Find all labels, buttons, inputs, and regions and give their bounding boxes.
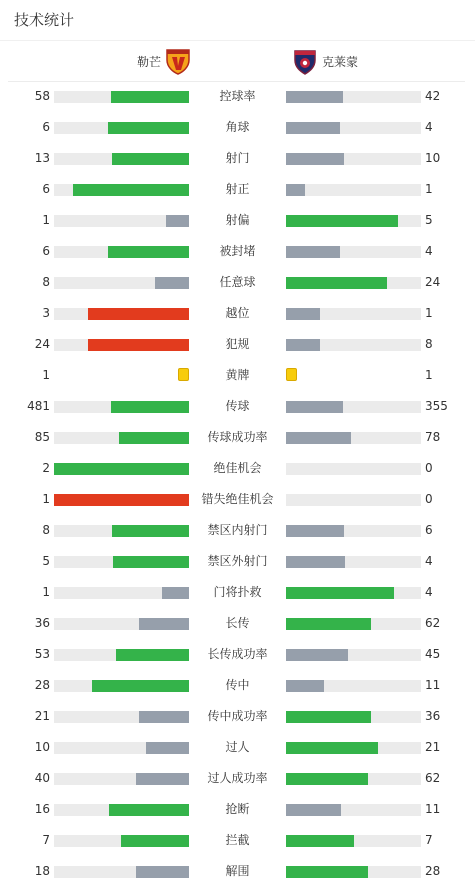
stat-row <box>0 825 475 856</box>
stat-row <box>0 174 475 205</box>
home-stat-bar-track <box>54 122 189 134</box>
away-stat-bar-track <box>286 804 421 816</box>
away-stat-bar-track <box>286 184 421 196</box>
away-stat-bar-track <box>286 649 421 661</box>
away-stat-bar-track <box>286 277 421 289</box>
divider <box>0 40 475 41</box>
stat-label: 射正 <box>225 182 250 196</box>
away-stat-bar-track <box>286 711 421 723</box>
away-stat-bar-fill <box>286 649 348 661</box>
stat-label: 越位 <box>225 306 250 320</box>
home-stat-bar-fill <box>109 804 189 816</box>
away-stat-bar-track <box>286 308 421 320</box>
home-stat-value: 24 <box>34 337 50 351</box>
home-stat-value: 481 <box>27 399 50 413</box>
home-stat-bar-track <box>54 680 189 692</box>
away-stat-value: 10 <box>425 151 441 165</box>
home-stat-value: 13 <box>34 151 50 165</box>
home-stat-bar-track <box>54 494 189 506</box>
away-stat-bar-fill <box>286 556 345 568</box>
stat-label: 任意球 <box>219 275 256 289</box>
away-stat-bar-fill <box>286 804 341 816</box>
home-stat-bar-fill <box>112 153 189 165</box>
away-stat-bar-fill <box>286 122 340 134</box>
away-stat-bar-track <box>286 339 421 351</box>
home-stat-value: 28 <box>34 678 50 692</box>
home-stat-value: 3 <box>42 306 50 320</box>
stat-row <box>0 546 475 577</box>
home-stat-value: 1 <box>42 213 50 227</box>
away-stat-value: 45 <box>425 647 441 661</box>
home-stat-value: 6 <box>42 182 50 196</box>
home-stat-bar-track <box>54 91 189 103</box>
stat-label: 长传成功率 <box>207 647 268 661</box>
le-mans-crest-icon <box>165 47 191 75</box>
stat-row <box>0 639 475 670</box>
away-stat-value: 24 <box>425 275 441 289</box>
stat-row <box>0 236 475 267</box>
stat-label: 过人成功率 <box>207 771 268 785</box>
home-stat-value: 2 <box>42 461 50 475</box>
home-team <box>137 45 191 77</box>
home-stat-bar-fill <box>88 308 189 320</box>
stat-row <box>0 732 475 763</box>
home-stat-bar-track <box>54 742 189 754</box>
home-stat-bar-track <box>54 525 189 537</box>
away-stat-value: 7 <box>425 833 433 847</box>
away-stat-bar-track <box>286 463 421 475</box>
stat-label: 禁区内射门 <box>207 523 268 537</box>
home-stat-bar-fill <box>108 122 189 134</box>
section-title: 技术统计 <box>14 11 75 29</box>
home-stat-bar-fill <box>108 246 189 258</box>
away-stat-value: 42 <box>425 89 441 103</box>
home-stat-bar-fill <box>54 463 189 475</box>
home-stat-value: 8 <box>42 523 50 537</box>
away-stat-value: 62 <box>425 771 441 785</box>
home-stat-value: 10 <box>34 740 50 754</box>
stat-row <box>0 360 475 391</box>
stat-label: 传球 <box>225 399 250 413</box>
home-stat-value: 5 <box>42 554 50 568</box>
away-team-name: 克莱蒙 <box>322 54 359 69</box>
away-stat-bar-fill <box>286 618 371 630</box>
stat-label: 被封堵 <box>219 244 256 258</box>
home-stat-bar-fill <box>116 649 189 661</box>
away-stat-bar-fill <box>286 184 305 196</box>
away-stat-bar-fill <box>286 153 344 165</box>
home-stat-value: 1 <box>42 492 50 506</box>
home-stat-bar-fill <box>113 556 189 568</box>
home-stat-bar-fill <box>54 494 189 506</box>
home-stat-bar-track <box>54 804 189 816</box>
away-stat-value: 0 <box>425 461 433 475</box>
home-stat-bar-track <box>54 401 189 413</box>
away-stat-value: 62 <box>425 616 441 630</box>
away-stat-bar-fill <box>286 680 324 692</box>
stat-row <box>0 112 475 143</box>
home-stat-bar-track <box>54 463 189 475</box>
away-stat-value: 1 <box>425 368 433 382</box>
away-stat-value: 36 <box>425 709 441 723</box>
away-stat-bar-track <box>286 680 421 692</box>
home-stat-bar-track <box>54 308 189 320</box>
stat-label: 绝佳机会 <box>213 461 262 475</box>
home-stat-bar-fill <box>162 587 189 599</box>
home-stat-bar-fill <box>136 866 189 878</box>
away-stat-bar-track <box>286 432 421 444</box>
away-stat-bar-fill <box>286 277 387 289</box>
home-stat-bar-track <box>54 835 189 847</box>
home-stat-bar-fill <box>155 277 189 289</box>
away-stat-bar-fill <box>286 339 320 351</box>
away-stat-bar-fill <box>286 711 371 723</box>
home-stat-value: 18 <box>34 864 50 878</box>
stat-row <box>0 329 475 360</box>
away-stat-value: 4 <box>425 244 433 258</box>
home-stat-bar-track <box>54 618 189 630</box>
away-stat-bar-fill <box>286 215 398 227</box>
stat-row <box>0 484 475 515</box>
away-team <box>292 45 358 77</box>
stats-list <box>0 81 475 887</box>
home-stat-bar-fill <box>139 618 189 630</box>
away-stat-bar-track <box>286 153 421 165</box>
stat-label: 犯规 <box>225 337 250 351</box>
home-stat-value: 1 <box>42 368 50 382</box>
away-stat-bar-fill <box>286 401 343 413</box>
stat-label: 黄牌 <box>225 368 250 382</box>
away-yellow-card-icon <box>286 368 297 381</box>
home-stat-value: 7 <box>42 833 50 847</box>
away-stat-bar-track <box>286 91 421 103</box>
home-stat-bar-fill <box>73 184 189 196</box>
stat-label: 射门 <box>225 151 250 165</box>
away-stat-bar-track <box>286 835 421 847</box>
away-stat-value: 355 <box>425 399 448 413</box>
home-stat-value: 53 <box>34 647 50 661</box>
away-stat-bar-track <box>286 773 421 785</box>
away-stat-bar-fill <box>286 587 394 599</box>
away-stat-value: 1 <box>425 306 433 320</box>
stat-label: 门将扑救 <box>213 585 262 599</box>
home-stat-bar-track <box>54 711 189 723</box>
stat-label: 传中 <box>225 678 250 692</box>
stat-row <box>0 81 475 112</box>
home-stat-bar-track <box>54 153 189 165</box>
away-stat-bar-track <box>286 494 421 506</box>
away-stat-value: 1 <box>425 182 433 196</box>
home-stat-value: 36 <box>34 616 50 630</box>
home-stat-bar-track <box>54 587 189 599</box>
home-stat-value: 1 <box>42 585 50 599</box>
away-stat-value: 11 <box>425 802 441 816</box>
away-stat-bar-fill <box>286 308 320 320</box>
away-stat-bar-fill <box>286 432 351 444</box>
home-stat-bar-fill <box>146 742 189 754</box>
away-stat-bar-track <box>286 215 421 227</box>
stat-label: 抢断 <box>225 802 250 816</box>
away-stat-bar-track <box>286 866 421 878</box>
away-stat-bar-track <box>286 122 421 134</box>
stat-row <box>0 515 475 546</box>
away-stat-bar-track <box>286 742 421 754</box>
home-stat-bar-fill <box>88 339 189 351</box>
home-stat-bar-fill <box>111 91 189 103</box>
home-stat-bar-fill <box>139 711 189 723</box>
stat-label: 传球成功率 <box>207 430 268 444</box>
home-stat-value: 16 <box>34 802 50 816</box>
stat-label: 射偏 <box>225 213 250 227</box>
home-stat-bar-fill <box>136 773 189 785</box>
home-stat-bar-fill <box>166 215 189 227</box>
home-stat-bar-fill <box>121 835 189 847</box>
stat-row <box>0 608 475 639</box>
stat-row <box>0 267 475 298</box>
home-stat-bar-fill <box>112 525 189 537</box>
home-yellow-card-icon <box>178 368 189 381</box>
home-stat-bar-track <box>54 773 189 785</box>
away-stat-bar-track <box>286 587 421 599</box>
stat-label: 传中成功率 <box>207 709 268 723</box>
stat-row <box>0 856 475 887</box>
away-stat-bar-fill <box>286 773 368 785</box>
home-stat-value: 6 <box>42 244 50 258</box>
home-stat-bar-track <box>54 184 189 196</box>
away-stat-bar-track <box>286 618 421 630</box>
stat-label: 拦截 <box>225 833 250 847</box>
home-stat-value: 40 <box>34 771 50 785</box>
away-stat-bar-fill <box>286 91 343 103</box>
away-stat-value: 28 <box>425 864 441 878</box>
stat-row <box>0 422 475 453</box>
away-stat-bar-track <box>286 556 421 568</box>
home-stat-bar-track <box>54 246 189 258</box>
stat-row <box>0 143 475 174</box>
stat-row <box>0 391 475 422</box>
away-stat-value: 11 <box>425 678 441 692</box>
stat-label: 过人 <box>225 740 250 754</box>
away-stat-bar-fill <box>286 525 344 537</box>
home-stat-value: 21 <box>34 709 50 723</box>
stat-label: 解围 <box>225 864 250 878</box>
stat-row <box>0 794 475 825</box>
away-stat-value: 4 <box>425 585 433 599</box>
home-stat-value: 85 <box>34 430 50 444</box>
home-stat-bar-track <box>54 556 189 568</box>
away-stat-value: 78 <box>425 430 441 444</box>
stat-label: 长传 <box>225 616 250 630</box>
away-stat-bar-track <box>286 525 421 537</box>
away-stat-value: 6 <box>425 523 433 537</box>
away-stat-value: 4 <box>425 554 433 568</box>
away-stat-value: 8 <box>425 337 433 351</box>
away-stat-bar-fill <box>286 246 340 258</box>
stat-label: 角球 <box>225 120 250 134</box>
away-stat-value: 4 <box>425 120 433 134</box>
home-stat-bar-track <box>54 277 189 289</box>
away-stat-bar-track <box>286 401 421 413</box>
away-stat-bar-fill <box>286 742 378 754</box>
away-stat-bar-fill <box>286 835 354 847</box>
away-stat-value: 21 <box>425 740 441 754</box>
stat-row <box>0 701 475 732</box>
stat-row <box>0 763 475 794</box>
home-stat-bar-track <box>54 866 189 878</box>
home-stat-bar-track <box>54 339 189 351</box>
away-stat-bar-track <box>286 246 421 258</box>
home-stat-bar-fill <box>111 401 189 413</box>
away-stat-bar-fill <box>286 866 368 878</box>
home-stat-value: 6 <box>42 120 50 134</box>
clermont-crest-icon <box>292 47 318 75</box>
away-stat-value: 5 <box>425 213 433 227</box>
away-stat-value: 0 <box>425 492 433 506</box>
stat-row <box>0 577 475 608</box>
home-stat-bar-track <box>54 432 189 444</box>
stat-row <box>0 670 475 701</box>
stat-label: 禁区外射门 <box>207 554 268 568</box>
stat-row <box>0 298 475 329</box>
home-stat-bar-fill <box>119 432 189 444</box>
home-team-name: 勒芒 <box>137 54 162 69</box>
stat-label: 控球率 <box>219 89 256 103</box>
home-stat-bar-track <box>54 649 189 661</box>
stat-label: 错失绝佳机会 <box>201 492 274 506</box>
stat-row <box>0 205 475 236</box>
home-stat-bar-fill <box>92 680 189 692</box>
stat-row <box>0 453 475 484</box>
home-stat-value: 58 <box>34 89 50 103</box>
home-stat-bar-track <box>54 215 189 227</box>
home-stat-value: 8 <box>42 275 50 289</box>
